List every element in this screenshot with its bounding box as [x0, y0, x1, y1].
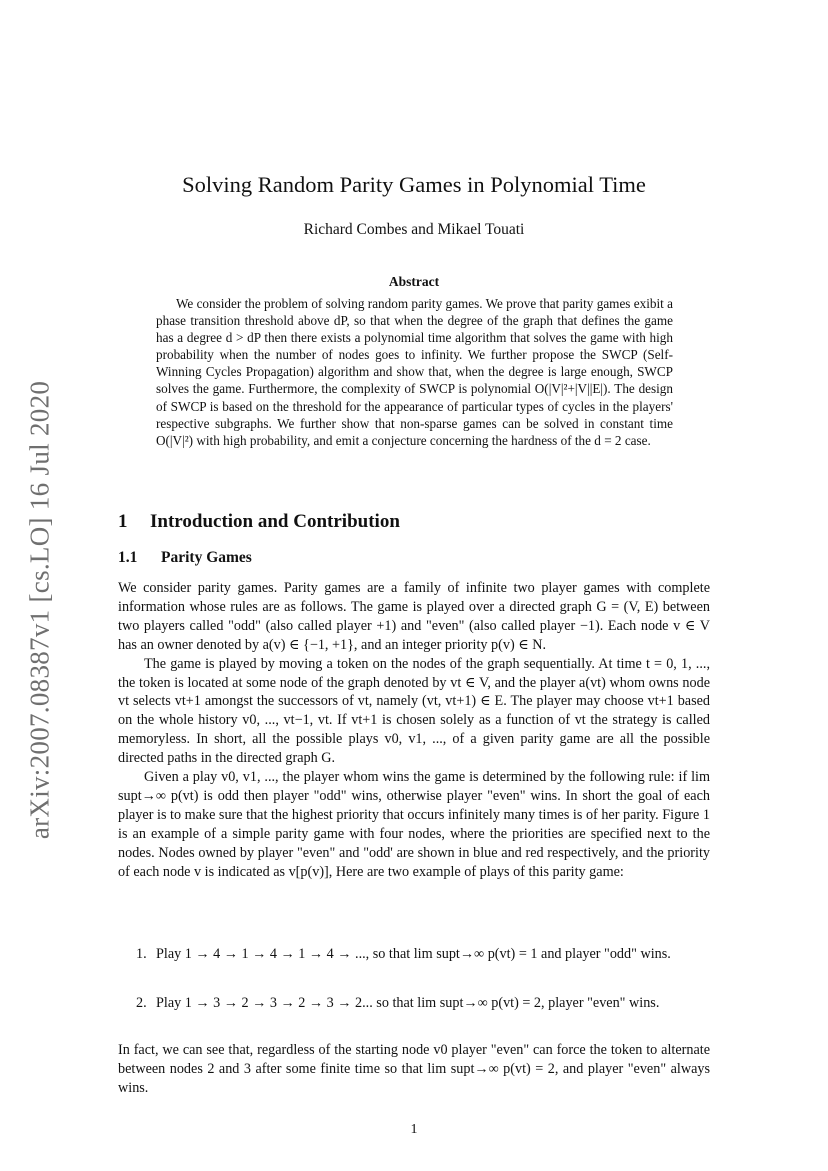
subsection-title: Parity Games [161, 549, 252, 566]
section-title: Introduction and Contribution [150, 511, 400, 532]
section-heading [118, 511, 400, 533]
page-number: 1 [410, 1122, 418, 1137]
list-item-number: 1. [136, 946, 147, 962]
section-number: 1 [118, 511, 128, 532]
abstract-heading: Abstract [388, 274, 440, 289]
paper-authors: Richard Combes and Mikael Touati [303, 221, 525, 238]
paragraph: We consider parity games. Parity games are a family of infinite two player games with complete information whose rules are as follows. The game is played over a directed graph G = (V, E) between two players called "odd" (also called player +1) and "even" (also called player −1). Each node v ∈ V has an owner denoted by a(v) ∈ {−1, +1}, and an integer priority p(v) ∈ N. [118, 580, 710, 653]
paper-title: Solving Random Parity Games in Polynomial Time [182, 172, 646, 197]
paragraph: In fact, we can see that, regardless of the starting node v0 player "even" can force the token to alternate between nodes 2 and 3 after some finite time so that lim supt→∞ p(vt) = 2, and player "even" always wins. [118, 1042, 710, 1096]
list-item-number: 2. [136, 995, 147, 1011]
arxiv-stamp-text: arXiv:2007.08387v1 [cs.LO] 16 Jul 2020 [24, 380, 55, 840]
arxiv-stamp [22, 372, 58, 848]
list-item [136, 945, 710, 964]
list-item [136, 994, 710, 1013]
closing-paragraph [118, 1041, 710, 1098]
paragraph: The game is played by moving a token on the nodes of the graph sequentially. At time t = 0, 1, ..., the token is located at some node of the graph denoted by vt ∈ V, and the player a(vt) whom owns node vt selects vt+1 amongst the successors of vt, namely (vt, vt+1) ∈ E. The player may choose vt+1 based on the whole history v0, ..., vt−1, vt. If vt+1 is chosen solely as a function of vt the strategy is called memoryless. In short, all the possible plays v0, v1, ..., of a given parity game are all the possible directed paths in the directed graph G. [118, 655, 710, 767]
subsection-heading [118, 549, 252, 567]
abstract-text: We consider the problem of solving random parity games. We prove that parity games exibit a phase transition threshold above dP, so that when the degree of the graph that defines the game has a degree d > dP then there exists a polynomial time algorithm that solves the game with high probability when the number of nodes goes to infinity. We further propose the SWCP (Self-Winning Cycles Propagation) algorithm and show that, when the degree is large enough, SWCP solves the game. Furthermore, the complexity of SWCP is polynomial O(|V|²+|V||E|). The design of SWCP is based on the threshold for the appearance of particular types of cycles in the players' respective subgraphs. We further show that non-sparse games can be solved in constant time O(|V|²) with high probability, and emit a conjecture concerning the hardness of the d = 2 case. [156, 296, 673, 448]
subsection-number: 1.1 [118, 549, 138, 566]
paragraph: Given a play v0, v1, ..., the player whom wins the game is determined by the following rule: if lim supt→∞ p(vt) is odd then player "odd" wins, otherwise player "even" wins. In short the goal of each player is to make sure that the highest priority that occurs infinitely many times is of her parity. Figure 1 is an example of a simple parity game with four nodes, where the priorities are specified next to the nodes. Nodes owned by player "even" and "odd' are shown in blue and red respectively, and the priority of each node v is indicated as v[p(v)], Here are two example of plays of this parity game: [118, 769, 710, 880]
list-item-text: Play 1 → 3 → 2 → 3 → 2 → 3 → 2... so that lim supt→∞ p(vt) = 2, player "even" wins. [156, 995, 660, 1011]
list-item-text: Play 1 → 4 → 1 → 4 → 1 → 4 → ..., so that lim supt→∞ p(vt) = 1 and player "odd" wins. [156, 946, 671, 962]
body-text [118, 579, 710, 882]
